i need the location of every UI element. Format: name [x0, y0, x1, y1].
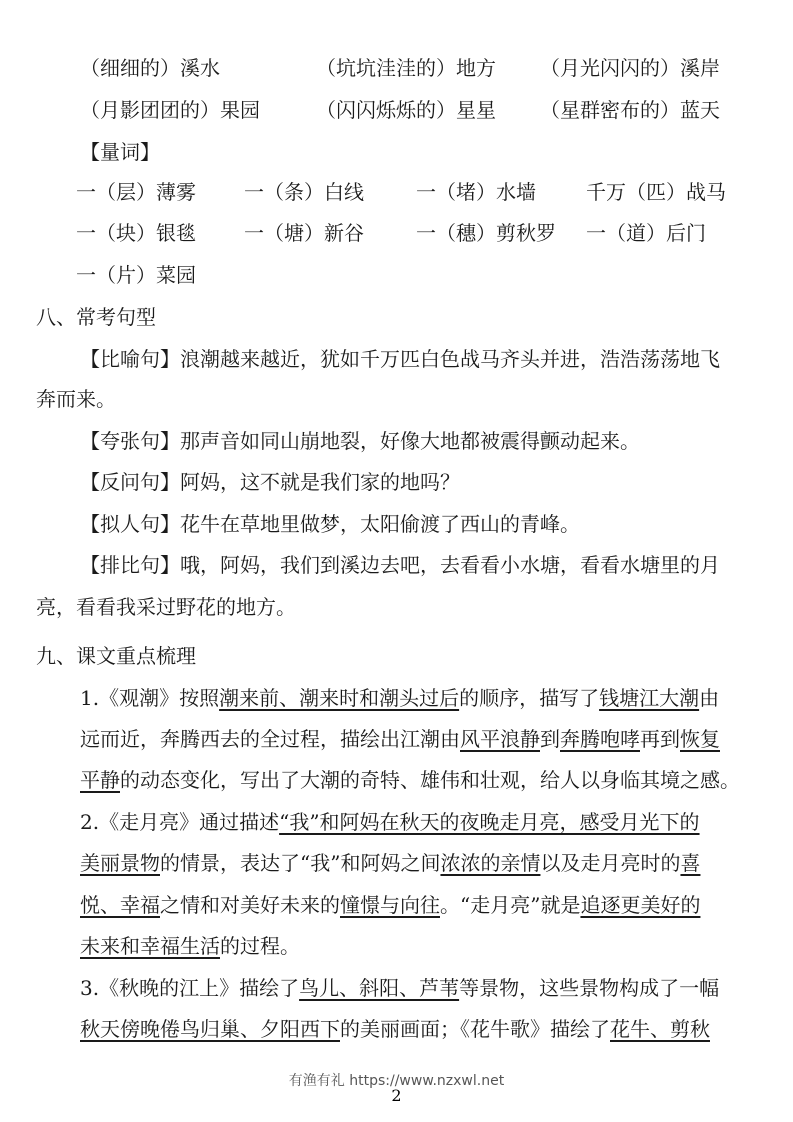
text-run: 1.《观潮》按照: [80, 686, 220, 710]
summary-line: [80, 976, 719, 1000]
sentence-text: 哦，阿妈，我们到溪边去吧，去看看小水塘，看看水塘里的月: [180, 553, 720, 577]
sentence-tag: 【排比句】: [80, 553, 180, 577]
text-run: 的情景，表达了“我”和阿妈之间: [160, 851, 441, 875]
sentence-tag: 【拟人句】: [80, 512, 180, 536]
measure-item: 一（塘）新谷: [244, 221, 364, 245]
sentence-tag: 【比喻句】: [80, 347, 180, 371]
sentence-example: [80, 512, 580, 536]
sentence-example: [80, 553, 720, 577]
text-run: 再到: [640, 727, 680, 751]
text-run: 的动态变化，写出了大潮的奇特、雄伟和壮观，给人以身临其境之感。: [120, 768, 740, 792]
measure-item: 千万（匹）战马: [586, 180, 726, 204]
sentence-continuation: 亮，看看我采过野花的地方。: [36, 595, 296, 619]
key-point: 钱塘江大潮: [599, 686, 700, 710]
measure-heading: 【量词】: [80, 140, 160, 164]
section-heading: 九、课文重点梳理: [36, 644, 196, 668]
key-point: 花牛、剪秋: [610, 1017, 710, 1041]
key-point: “我”和阿妈在秋天的夜晚走月亮，感受月光下的: [279, 810, 700, 834]
key-point: 奔腾咆哮: [560, 727, 640, 751]
key-point: 潮来前、潮来时和潮头过后: [219, 686, 460, 710]
summary-line: [80, 851, 700, 875]
sentence-tag: 【反问句】: [80, 470, 180, 494]
sentence-text: 浪潮越来越近，犹如千万匹白色战马齐头并进，浩浩荡荡地飞: [180, 347, 720, 371]
text-run: 的顺序，描写了: [459, 686, 600, 710]
text-run: 等景物，这些景物构成了一幅: [459, 976, 720, 1000]
summary-line: [80, 1017, 710, 1041]
footer-website: 有渔有礼 https://www.nzxwl.net: [288, 1073, 505, 1089]
measure-item: 一（片）菜园: [76, 263, 196, 287]
key-point: 美丽景物: [80, 851, 160, 875]
text-run: 的过程。: [220, 934, 300, 958]
text-run: 的美丽画面；《花牛歌》描绘了: [340, 1017, 610, 1041]
key-point: 恢复: [680, 727, 720, 751]
sentence-text: 那声音如同山崩地裂，好像大地都被震得颤动起来。: [180, 429, 640, 453]
text-run: 以及走月亮时的: [540, 851, 681, 875]
sentence-example: [80, 470, 460, 494]
adj-phrase: （月光闪闪的）溪岸: [540, 56, 720, 80]
text-run: 之情和对美好未来的: [160, 893, 340, 917]
sentence-tag: 【夸张句】: [80, 429, 180, 453]
text-run: 。“走月亮”就是: [440, 893, 581, 917]
section-heading: 八、常考句型: [36, 305, 156, 329]
summary-line: [80, 686, 719, 710]
measure-item: 一（层）薄雾: [76, 180, 196, 204]
measure-item: 一（道）后门: [586, 221, 706, 245]
measure-item: 一（块）银毯: [76, 221, 196, 245]
key-point: 鸟儿、斜阳、芦苇: [299, 976, 460, 1000]
key-point: 风平浪静: [460, 727, 540, 751]
measure-item: 一（穗）剪秋罗: [416, 221, 556, 245]
summary-line: [80, 768, 740, 792]
text-run: 3.《秋晚的江上》描绘了: [80, 976, 300, 1000]
adj-phrase: （月影团团的）果园: [80, 98, 260, 122]
key-point: 悦、幸福: [80, 893, 160, 917]
adj-phrase: （细细的）溪水: [80, 56, 220, 80]
key-point: 追逐更美好的: [580, 893, 701, 917]
adj-phrase: （闪闪烁烁的）星星: [316, 98, 496, 122]
key-point: 浓浓的亲情: [440, 851, 541, 875]
adj-phrase: （坑坑洼洼的）地方: [316, 56, 496, 80]
measure-item: 一（堵）水墙: [416, 180, 536, 204]
measure-item: 一（条）白线: [244, 180, 364, 204]
summary-line: [80, 893, 700, 917]
sentence-example: [80, 347, 720, 371]
sentence-continuation: 奔而来。: [36, 387, 116, 411]
summary-line: [80, 934, 300, 958]
key-point: 喜: [680, 851, 701, 875]
key-point: 未来和幸福生活: [80, 934, 220, 958]
adj-phrase: （星群密布的）蓝天: [540, 98, 720, 122]
key-point: 憧憬与向往: [340, 893, 440, 917]
summary-line: [80, 810, 700, 834]
text-run: 2.《走月亮》通过描述: [80, 810, 280, 834]
key-point: 秋天傍晚倦鸟归巢、夕阳西下: [80, 1017, 340, 1041]
page-number: 2: [391, 1086, 402, 1105]
text-run: 到: [540, 727, 560, 751]
sentence-example: [80, 429, 640, 453]
text-run: 由: [699, 686, 720, 710]
sentence-text: 阿妈，这不就是我们家的地吗？: [180, 470, 460, 494]
text-run: 远而近，奔腾西去的全过程，描绘出江潮由: [80, 727, 460, 751]
sentence-text: 花牛在草地里做梦，太阳偷渡了西山的青峰。: [180, 512, 580, 536]
summary-line: [80, 727, 720, 751]
key-point: 平静: [80, 768, 120, 792]
